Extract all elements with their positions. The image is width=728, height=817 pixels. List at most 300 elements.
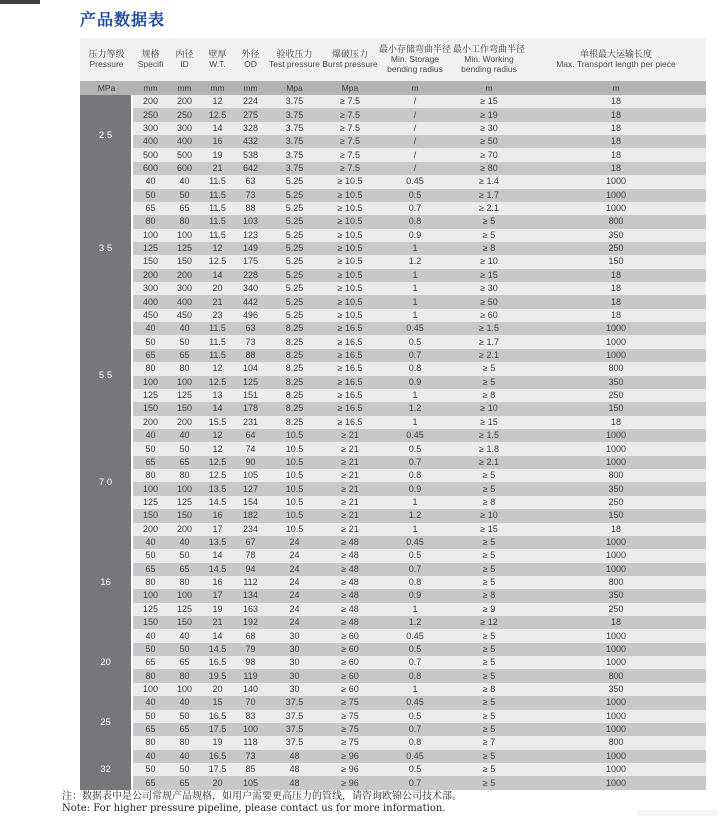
table-cell: 5.25 bbox=[285, 243, 304, 254]
table-row bbox=[133, 215, 706, 228]
table-cell: 328 bbox=[242, 122, 259, 133]
table-cell: 100 bbox=[176, 590, 193, 601]
table-cell: 450 bbox=[176, 309, 193, 320]
table-cell: 11.5 bbox=[209, 216, 226, 227]
table-cell: 800 bbox=[608, 577, 624, 588]
table-cell: ≥ 5 bbox=[482, 750, 496, 761]
column-header-en: Test pressure bbox=[268, 59, 321, 70]
table-cell: 80 bbox=[145, 470, 156, 481]
table-row bbox=[133, 549, 706, 562]
table-cell: 12.5 bbox=[208, 256, 227, 267]
table-cell: ≥ 75 bbox=[341, 724, 359, 735]
unit-cell: MPa bbox=[97, 83, 116, 93]
table-cell: 0.5 bbox=[408, 643, 422, 654]
table-cell: 12.5 bbox=[208, 456, 227, 467]
table-cell: 17 bbox=[212, 523, 223, 534]
table-cell: 127 bbox=[242, 483, 259, 494]
table-cell: 442 bbox=[242, 296, 259, 307]
pressure-group-label: 5.5 bbox=[80, 322, 131, 429]
table-cell: 105 bbox=[242, 777, 259, 788]
table-cell: 65 bbox=[179, 456, 190, 467]
table-cell: 40 bbox=[179, 537, 190, 548]
table-row bbox=[133, 536, 706, 549]
table-cell: ≥ 5 bbox=[482, 630, 496, 641]
table-row bbox=[133, 523, 706, 536]
table-cell: 0.45 bbox=[406, 176, 424, 187]
table-cell: ≥ 10.5 bbox=[337, 176, 363, 187]
table-cell: 150 bbox=[608, 403, 624, 414]
table-cell: 1000 bbox=[605, 764, 627, 775]
table-cell: ≥ 60 bbox=[341, 657, 359, 668]
table-cell: 300 bbox=[142, 122, 159, 133]
table-cell: 0.5 bbox=[408, 710, 422, 721]
table-cell: 10.5 bbox=[285, 483, 304, 494]
table-cell: ≥ 60 bbox=[480, 309, 498, 320]
pressure-group-rows bbox=[133, 696, 706, 749]
column-header bbox=[452, 38, 526, 81]
table-cell: 14 bbox=[212, 122, 223, 133]
table-cell: 125 bbox=[176, 243, 193, 254]
table-cell: 16.5 bbox=[208, 657, 227, 668]
table-cell: 8.25 bbox=[285, 336, 304, 347]
pressure-group-rows bbox=[133, 629, 706, 696]
table-cell: 10.5 bbox=[285, 470, 304, 481]
table-cell: ≥ 60 bbox=[341, 670, 359, 681]
table-cell: ≥ 10.5 bbox=[337, 203, 363, 214]
table-cell: ≥ 5 bbox=[482, 577, 496, 588]
table-cell: 1000 bbox=[605, 456, 627, 467]
table-cell: 18 bbox=[610, 283, 621, 294]
table-cell: 63 bbox=[245, 323, 256, 334]
table-cell: 150 bbox=[142, 403, 159, 414]
table-cell: 80 bbox=[145, 363, 156, 374]
table-cell: ≥ 5 bbox=[482, 229, 496, 240]
table-cell: 40 bbox=[145, 537, 156, 548]
unit-cell: mm bbox=[143, 83, 158, 93]
table-cell: 24 bbox=[289, 550, 300, 561]
table-cell: 19.5 bbox=[208, 670, 227, 681]
unit-cell: mm bbox=[210, 83, 225, 93]
table-cell: 30 bbox=[289, 657, 300, 668]
table-cell: 67 bbox=[245, 537, 256, 548]
table-cell: 20 bbox=[212, 777, 223, 788]
table-cell: 250 bbox=[608, 496, 624, 507]
table-cell: 103 bbox=[242, 216, 259, 227]
table-cell: 275 bbox=[242, 109, 259, 120]
table-cell: 73 bbox=[245, 750, 256, 761]
table-cell: 16 bbox=[212, 136, 223, 147]
table-cell: 10.5 bbox=[285, 456, 304, 467]
table-cell: 125 bbox=[176, 496, 193, 507]
table-cell: 228 bbox=[242, 269, 259, 280]
table-cell: 150 bbox=[176, 256, 193, 267]
table-cell: ≥ 21 bbox=[341, 510, 359, 521]
table-cell: 50 bbox=[179, 710, 190, 721]
table-cell: 150 bbox=[608, 256, 624, 267]
table-row bbox=[133, 202, 706, 215]
table-cell: 50 bbox=[145, 443, 156, 454]
table-cell: 18 bbox=[610, 162, 621, 173]
table-cell: 11.5 bbox=[209, 203, 226, 214]
table-cell: 48 bbox=[289, 750, 300, 761]
table-cell: 11.5 bbox=[209, 229, 226, 240]
table-row bbox=[133, 255, 706, 268]
table-cell: ≥ 16.5 bbox=[337, 376, 363, 387]
pressure-group-rows bbox=[133, 322, 706, 429]
table-cell: 80 bbox=[179, 216, 190, 227]
table-cell: 40 bbox=[179, 697, 190, 708]
column-header-zh: 单根最大运输长度 bbox=[579, 48, 652, 59]
column-header-zh: 内径 bbox=[175, 48, 194, 59]
note-zh: 注：数据表中是公司常规产品规格，如用户需要更高压力的管线，请咨询欧锦公司技术部。 bbox=[62, 791, 462, 802]
table-cell: 10.5 bbox=[285, 443, 304, 454]
column-header bbox=[526, 38, 706, 81]
table-cell: 80 bbox=[179, 577, 190, 588]
table-cell: 0.8 bbox=[408, 737, 422, 748]
table-cell: ≥ 10.5 bbox=[337, 243, 363, 254]
product-data-table bbox=[80, 38, 706, 790]
table-cell: 450 bbox=[142, 309, 159, 320]
table-cell: ≥ 48 bbox=[341, 590, 359, 601]
table-cell: 3.75 bbox=[285, 109, 304, 120]
table-cell: ≥ 15 bbox=[480, 523, 498, 534]
table-cell: 1 bbox=[412, 296, 418, 307]
table-cell: 125 bbox=[142, 390, 159, 401]
table-cell: 70 bbox=[245, 697, 256, 708]
table-cell: ≥ 96 bbox=[341, 777, 359, 788]
table-cell: 1000 bbox=[605, 630, 627, 641]
table-cell: ≥ 96 bbox=[341, 750, 359, 761]
column-header-en: ID bbox=[180, 59, 189, 70]
table-cell: 350 bbox=[608, 229, 624, 240]
table-cell: ≥ 75 bbox=[341, 737, 359, 748]
table-cell: 16 bbox=[212, 510, 223, 521]
table-cell: 250 bbox=[608, 390, 624, 401]
table-cell: 40 bbox=[179, 750, 190, 761]
column-header-zh: 最小工作弯曲半径 bbox=[452, 44, 525, 55]
table-cell: 12 bbox=[212, 430, 223, 441]
pressure-group-label: 20 bbox=[80, 629, 131, 696]
table-cell: 200 bbox=[176, 416, 193, 427]
table-row bbox=[133, 616, 706, 629]
table-row bbox=[133, 589, 706, 602]
pressure-group bbox=[80, 175, 706, 322]
table-cell: 21 bbox=[212, 162, 223, 173]
table-cell: ≥ 50 bbox=[480, 136, 498, 147]
bottom-right-box bbox=[638, 810, 718, 816]
table-cell: 400 bbox=[176, 296, 193, 307]
table-row bbox=[133, 349, 706, 362]
table-cell: 80 bbox=[179, 363, 190, 374]
column-header-zh: 最小存储弯曲半径 bbox=[378, 44, 451, 55]
table-cell: 0.8 bbox=[408, 470, 422, 481]
table-cell: 18 bbox=[610, 109, 621, 120]
table-cell: 18 bbox=[610, 309, 621, 320]
table-cell: 8.25 bbox=[285, 390, 304, 401]
table-cell: 37.5 bbox=[285, 737, 304, 748]
table-cell: 12.5 bbox=[208, 470, 227, 481]
table-cell: 50 bbox=[179, 189, 190, 200]
table-row bbox=[133, 189, 706, 202]
table-cell: ≥ 16.5 bbox=[337, 416, 363, 427]
table-cell: ≥ 8 bbox=[482, 496, 496, 507]
table-cell: 1000 bbox=[605, 537, 627, 548]
table-cell: 83 bbox=[245, 710, 256, 721]
table-cell: 1 bbox=[412, 683, 418, 694]
table-cell: 0.9 bbox=[408, 483, 422, 494]
table-cell: 50 bbox=[145, 643, 156, 654]
table-cell: 16.5 bbox=[208, 750, 227, 761]
page-title: 产品数据表 bbox=[80, 12, 166, 29]
table-cell: 19 bbox=[212, 737, 223, 748]
table-cell: ≥ 1.7 bbox=[479, 336, 499, 347]
table-cell: 94 bbox=[245, 563, 256, 574]
table-cell: 13.5 bbox=[208, 483, 227, 494]
table-cell: 19 bbox=[212, 603, 223, 614]
table-cell: 600 bbox=[176, 162, 193, 173]
table-cell: 13 bbox=[212, 390, 223, 401]
table-cell: ≥ 60 bbox=[341, 683, 359, 694]
table-cell: 200 bbox=[176, 269, 193, 280]
table-cell: 105 bbox=[242, 470, 259, 481]
table-cell: 125 bbox=[242, 376, 259, 387]
table-cell: ≥ 16.5 bbox=[337, 363, 363, 374]
table-cell: / bbox=[413, 122, 417, 133]
column-header bbox=[201, 38, 234, 81]
table-cell: ≥ 5 bbox=[482, 724, 496, 735]
table-cell: 104 bbox=[242, 363, 259, 374]
table-cell: 50 bbox=[145, 550, 156, 561]
table-row bbox=[133, 482, 706, 495]
table-cell: 150 bbox=[176, 617, 193, 628]
table-cell: 200 bbox=[176, 96, 193, 107]
table-cell: ≥ 7.5 bbox=[340, 149, 360, 160]
pressure-group-label: 2.5 bbox=[80, 95, 131, 175]
pressure-group-rows bbox=[133, 95, 706, 175]
table-cell: 1000 bbox=[605, 657, 627, 668]
table-cell: 3.75 bbox=[285, 136, 304, 147]
table-row bbox=[133, 442, 706, 455]
table-cell: 18 bbox=[610, 149, 621, 160]
table-cell: 340 bbox=[242, 283, 259, 294]
table-cell: 1000 bbox=[605, 430, 627, 441]
unit-cell: m bbox=[485, 83, 493, 93]
pressure-group bbox=[80, 429, 706, 536]
table-cell: 23 bbox=[212, 309, 223, 320]
table-cell: 432 bbox=[242, 136, 259, 147]
table-cell: 8.25 bbox=[285, 403, 304, 414]
table-cell: 64 bbox=[245, 430, 256, 441]
table-row bbox=[133, 322, 706, 335]
table-cell: 24 bbox=[289, 603, 300, 614]
table-cell: 1 bbox=[412, 496, 418, 507]
table-cell: ≥ 1.8 bbox=[479, 443, 499, 454]
table-cell: 10.5 bbox=[285, 430, 304, 441]
table-cell: 1 bbox=[412, 390, 418, 401]
table-cell: 5.25 bbox=[285, 283, 304, 294]
table-cell: ≥ 80 bbox=[480, 162, 498, 173]
table-cell: 17 bbox=[212, 590, 223, 601]
table-cell: 1000 bbox=[605, 323, 627, 334]
pressure-group-rows bbox=[133, 750, 706, 790]
table-row bbox=[133, 309, 706, 322]
table-cell: 8.25 bbox=[285, 323, 304, 334]
table-row bbox=[133, 135, 706, 148]
table-cell: ≥ 5 bbox=[482, 563, 496, 574]
table-cell: ≥ 48 bbox=[341, 603, 359, 614]
table-row bbox=[133, 456, 706, 469]
table-cell: 1000 bbox=[605, 697, 627, 708]
table-row bbox=[133, 683, 706, 696]
table-cell: 1000 bbox=[605, 336, 627, 347]
table-cell: ≥ 5 bbox=[482, 216, 496, 227]
column-header-zh: 验收压力 bbox=[276, 48, 313, 59]
table-cell: 100 bbox=[142, 229, 159, 240]
table-cell: 30 bbox=[289, 643, 300, 654]
table-row bbox=[133, 429, 706, 442]
table-cell: 50 bbox=[145, 336, 156, 347]
table-cell: 37.5 bbox=[285, 697, 304, 708]
table-cell: 10.5 bbox=[285, 496, 304, 507]
table-cell: 50 bbox=[179, 336, 190, 347]
table-cell: 18 bbox=[610, 416, 621, 427]
table-cell: ≥ 10 bbox=[480, 510, 498, 521]
table-cell: ≥ 48 bbox=[341, 617, 359, 628]
table-cell: 150 bbox=[142, 256, 159, 267]
table-cell: 0.9 bbox=[408, 590, 422, 601]
table-cell: 14 bbox=[212, 269, 223, 280]
table-cell: 3.75 bbox=[285, 162, 304, 173]
table-cell: 50 bbox=[179, 443, 190, 454]
table-cell: 0.7 bbox=[408, 203, 422, 214]
table-cell: 63 bbox=[245, 176, 256, 187]
table-cell: 151 bbox=[242, 390, 259, 401]
table-cell: 24 bbox=[289, 537, 300, 548]
table-cell: 65 bbox=[179, 350, 190, 360]
table-cell: 40 bbox=[179, 323, 190, 334]
table-cell: 642 bbox=[242, 162, 259, 173]
table-cell: 30 bbox=[289, 630, 300, 641]
table-cell: 0.45 bbox=[406, 537, 424, 548]
column-header-en: Specifi bbox=[137, 59, 164, 70]
table-cell: 50 bbox=[145, 710, 156, 721]
table-cell: 1 bbox=[412, 243, 418, 254]
table-cell: 0.45 bbox=[406, 630, 424, 641]
table-cell: 5.25 bbox=[285, 203, 304, 214]
table-cell: 100 bbox=[176, 376, 193, 387]
table-cell: 85 bbox=[245, 764, 256, 775]
table-cell: 21 bbox=[212, 296, 223, 307]
table-cell: ≥ 8 bbox=[482, 590, 496, 601]
table-cell: 3.75 bbox=[285, 96, 304, 107]
table-cell: 80 bbox=[145, 577, 156, 588]
table-cell: 12 bbox=[212, 243, 223, 254]
table-cell: 1.2 bbox=[408, 403, 422, 414]
table-cell: ≥ 48 bbox=[341, 563, 359, 574]
table-cell: 1000 bbox=[605, 176, 627, 187]
table-cell: 24 bbox=[289, 617, 300, 628]
table-cell: 234 bbox=[242, 523, 259, 534]
column-header bbox=[267, 38, 322, 81]
table-cell: 400 bbox=[142, 296, 159, 307]
table-cell: 40 bbox=[145, 750, 156, 761]
column-header-zh: 压力等级 bbox=[88, 48, 125, 59]
table-cell: 123 bbox=[242, 229, 259, 240]
table-cell: 8.25 bbox=[285, 350, 304, 360]
table-cell: 12 bbox=[212, 96, 223, 107]
table-cell: ≥ 7.5 bbox=[340, 96, 360, 107]
page-edge-strip bbox=[0, 0, 40, 4]
table-cell: ≥ 9 bbox=[482, 603, 496, 614]
table-cell: 0.8 bbox=[408, 577, 422, 588]
table-row bbox=[133, 335, 706, 348]
table-cell: 78 bbox=[245, 550, 256, 561]
column-header-en: Pressure bbox=[89, 59, 124, 70]
table-cell: 1 bbox=[412, 416, 418, 427]
table-cell: 50 bbox=[179, 550, 190, 561]
table-cell: 1 bbox=[412, 283, 418, 294]
footnotes bbox=[62, 791, 682, 815]
table-cell: 178 bbox=[242, 403, 259, 414]
table-cell: 200 bbox=[142, 269, 159, 280]
table-cell: / bbox=[413, 149, 417, 160]
table-cell: 14 bbox=[212, 550, 223, 561]
table-cell: 100 bbox=[142, 683, 159, 694]
header-row bbox=[80, 38, 706, 81]
table-row bbox=[133, 108, 706, 121]
table-cell: ≥ 2.1 bbox=[479, 456, 499, 467]
table-cell: / bbox=[413, 96, 417, 107]
table-cell: 11.5 bbox=[209, 176, 226, 187]
table-cell: 98 bbox=[245, 657, 256, 668]
table-cell: ≥ 60 bbox=[341, 643, 359, 654]
table-cell: 538 bbox=[242, 149, 259, 160]
table-cell: 15.5 bbox=[208, 416, 227, 427]
table-cell: ≥ 5 bbox=[482, 710, 496, 721]
table-row bbox=[133, 603, 706, 616]
column-header-en: Burst pressure bbox=[322, 59, 378, 70]
table-cell: 1000 bbox=[605, 563, 627, 574]
table-cell: 350 bbox=[608, 590, 624, 601]
table-cell: 5.25 bbox=[285, 176, 304, 187]
column-header bbox=[168, 38, 201, 81]
table-cell: 250 bbox=[176, 109, 193, 120]
pressure-group-label: 25 bbox=[80, 696, 131, 749]
table-cell: 800 bbox=[608, 363, 624, 374]
unit-cell: mm bbox=[177, 83, 192, 93]
unit-cell: Mpa bbox=[286, 83, 303, 93]
table-cell: ≥ 5 bbox=[482, 483, 496, 494]
table-cell: 400 bbox=[142, 136, 159, 147]
table-cell: 0.8 bbox=[408, 216, 422, 227]
table-cell: 0.45 bbox=[406, 430, 424, 441]
table-cell: 224 bbox=[242, 96, 259, 107]
table-cell: 0.5 bbox=[408, 764, 422, 775]
table-cell: 0.5 bbox=[408, 189, 422, 200]
table-row bbox=[133, 696, 706, 709]
table-cell: 37.5 bbox=[285, 710, 304, 721]
table-row bbox=[133, 175, 706, 188]
table-cell: ≥ 30 bbox=[480, 122, 498, 133]
table-row bbox=[133, 389, 706, 402]
table-cell: ≥ 5 bbox=[482, 537, 496, 548]
table-cell: ≥ 12 bbox=[480, 617, 498, 628]
table-cell: 150 bbox=[608, 510, 624, 521]
table-cell: 250 bbox=[142, 109, 159, 120]
table-row bbox=[133, 295, 706, 308]
table-cell: 200 bbox=[142, 523, 159, 534]
table-cell: 1 bbox=[412, 523, 418, 534]
